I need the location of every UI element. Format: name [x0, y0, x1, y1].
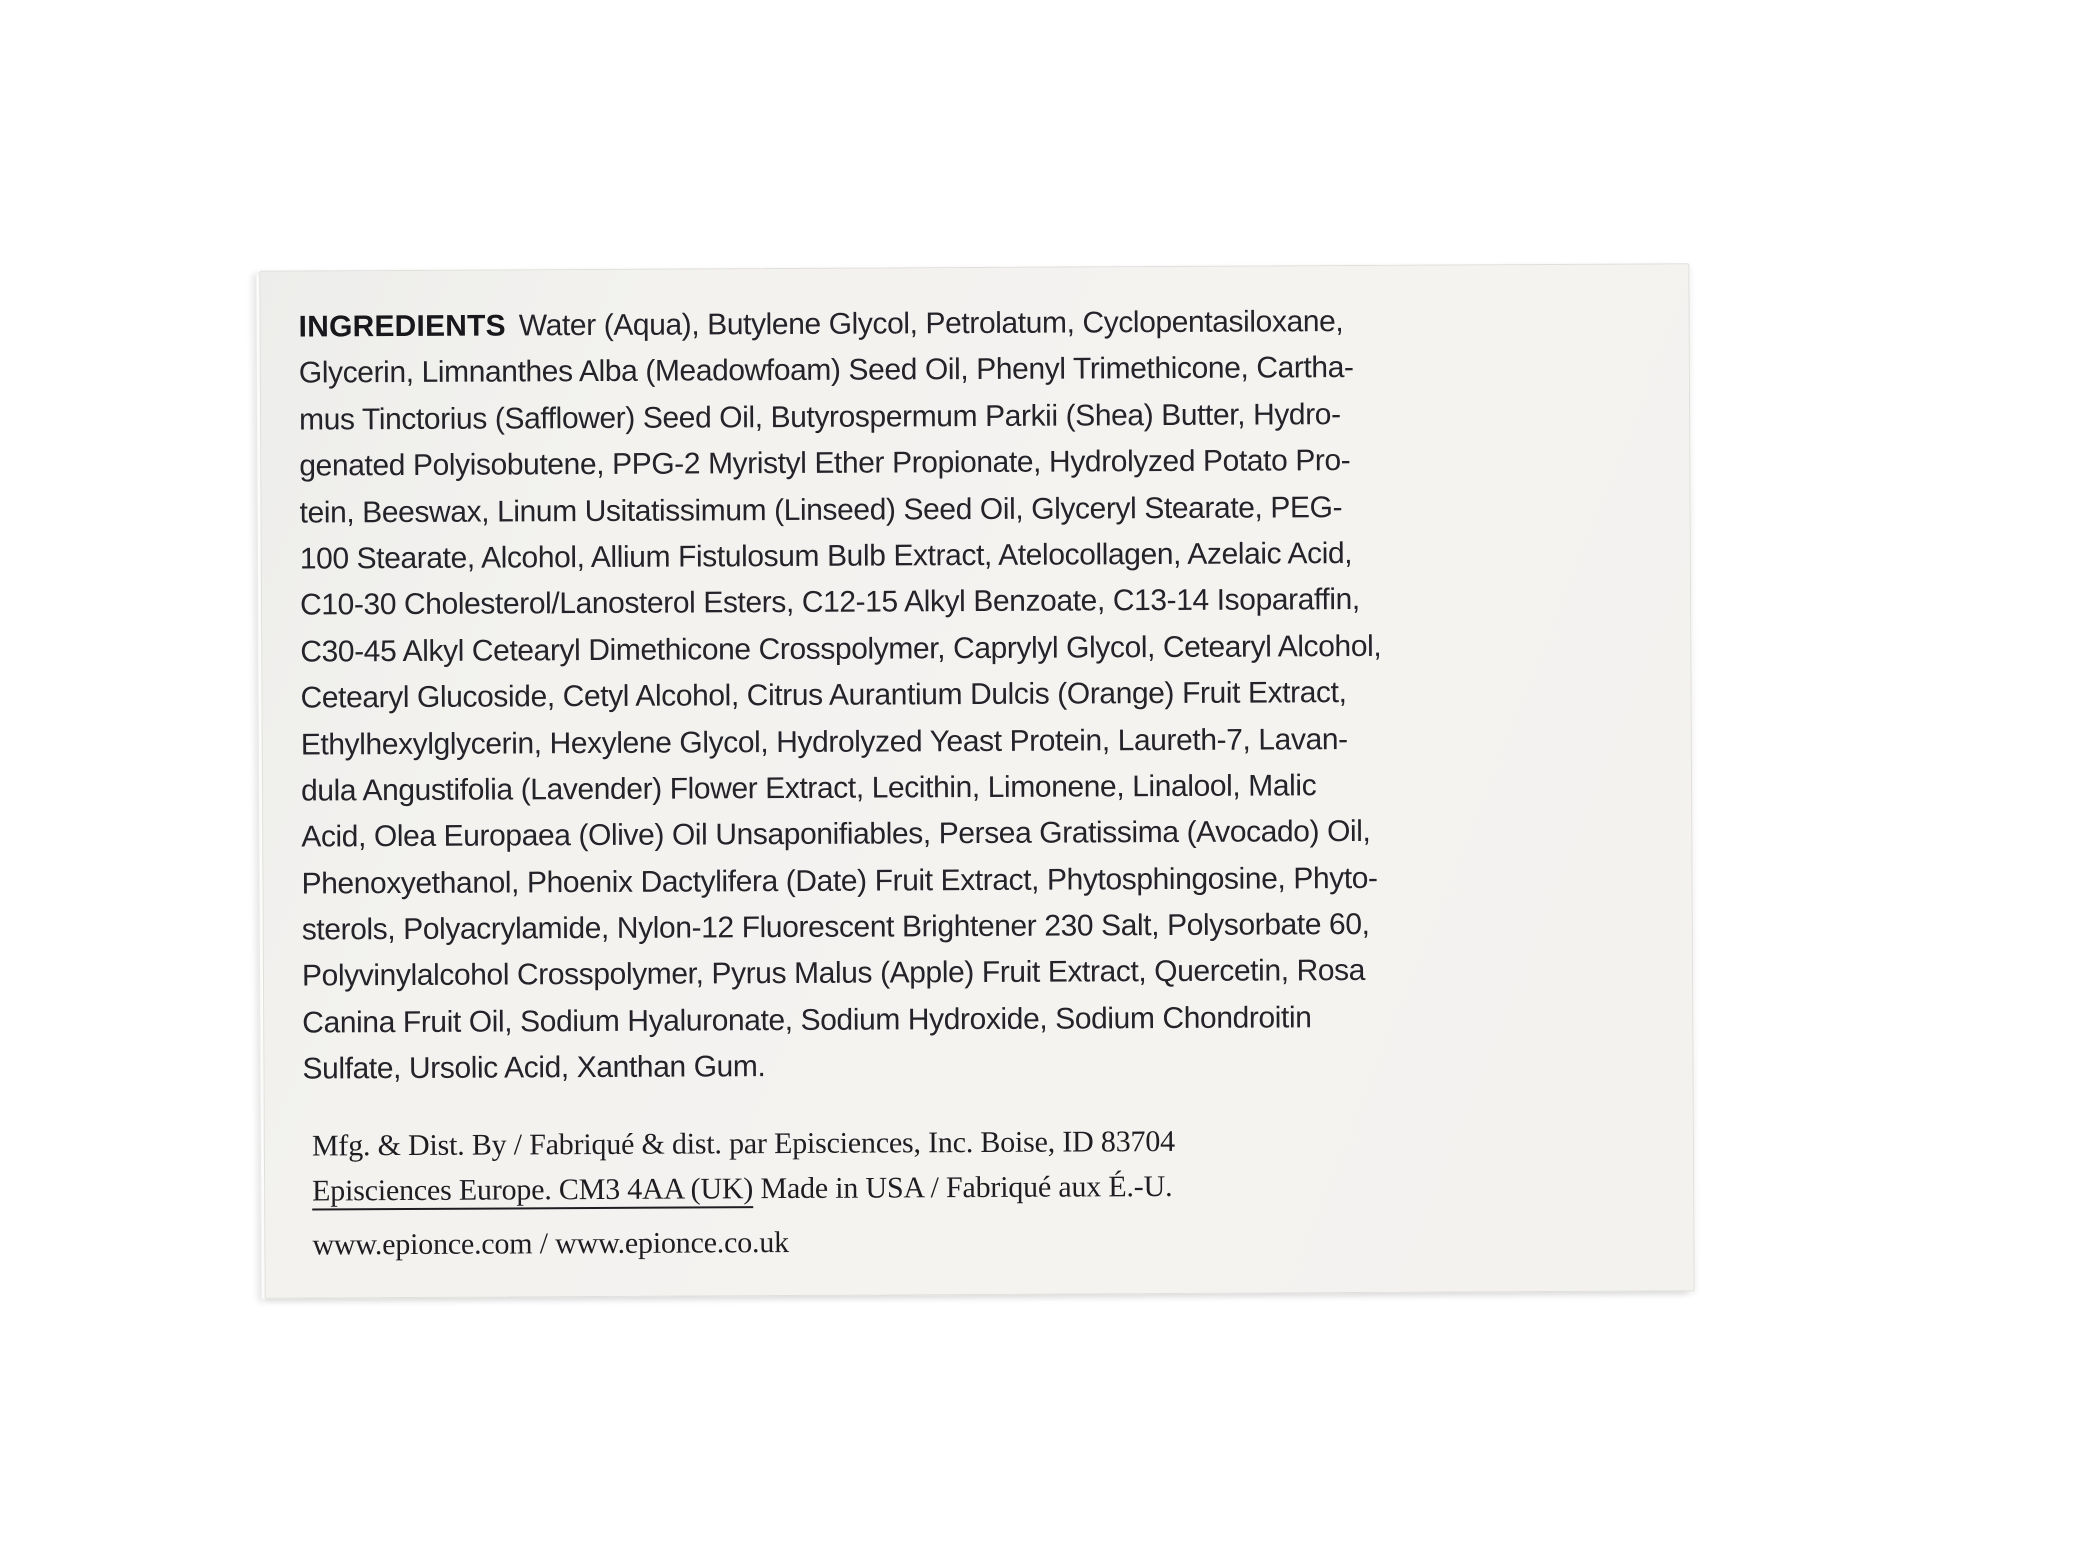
ingredients-heading: INGREDIENTS [298, 309, 506, 344]
mfg-line-2 [312, 1164, 1175, 1214]
ingredients-line-12: Acid, Olea Europaea (Olive) Oil Unsaponifiables, Persea Gratissima (Avocado) Oil, [301, 815, 1371, 854]
ingredients-line-1: INGREDIENTS Water (Aqua), Butylene Glycol, Petrolatum, Cyclopentasiloxane, [298, 305, 1344, 344]
ingredients-line-5: tein, Beeswax, Linum Usitatissimum (Linseed) Seed Oil, Glyceryl Stearate, PEG- [299, 490, 1343, 530]
ingredients-label-panel [259, 263, 1694, 1298]
ingredients-line-8: C30-45 Alkyl Cetearyl Dimethicone Crosspolymer, Caprylyl Glycol, Cetearyl Alcohol, [300, 629, 1382, 669]
ingredients-line-16: Canina Fruit Oil, Sodium Hyaluronate, Sodium Hydroxide, Sodium Chondroitin [302, 1001, 1312, 1040]
website-line: www.epionce.com / www.epionce.co.uk [312, 1225, 789, 1262]
ingredients-line-6: 100 Stearate, Alcohol, Allium Fistulosum Bulb Extract, Atelocollagen, Azelaic Acid, [299, 536, 1353, 576]
mfg-line-1: Mfg. & Dist. By / Fabriqué & dist. par Episciences, Inc. Boise, ID 83704 [311, 1124, 1175, 1163]
ingredients-line-13: Phenoxyethanol, Phoenix Dactylifera (Date) Fruit Extract, Phytosphingosine, Phyto- [301, 861, 1378, 901]
ingredients-paragraph [298, 299, 1383, 1093]
mfg-europe-address-underlined: Episciences Europe. CM3 4AA (UK) [312, 1172, 753, 1210]
ingredients-line-9: Cetearyl Glucoside, Cetyl Alcohol, Citrus Aurantium Dulcis (Orange) Fruit Extract, [300, 676, 1347, 715]
ingredients-line-10: Ethylhexylglycerin, Hexylene Glycol, Hydrolyzed Yeast Protein, Laureth-7, Lavan- [300, 722, 1348, 762]
ingredients-line-3: mus Tinctorius (Safflower) Seed Oil, Butyrospermum Parkii (Shea) Butter, Hydro- [299, 397, 1341, 437]
ingredients-line-7: C10-30 Cholesterol/Lanosterol Esters, C12-15 Alkyl Benzoate, C13-14 Isoparaffin, [299, 583, 1360, 622]
mfg-made-in-usa: Made in USA / Fabriqué aux É.-U. [753, 1169, 1173, 1206]
mfg-block [312, 1119, 1176, 1268]
ingredients-line-11: dula Angustifolia (Lavender) Flower Extract, Lecithin, Limonene, Linalool, Malic [300, 769, 1317, 808]
ingredients-line-15: Polyvinylalcohol Crosspolymer, Pyrus Malus (Apple) Fruit Extract, Quercetin, Rosa [301, 954, 1366, 994]
ingredients-line-2: Glycerin, Limnanthes Alba (Meadowfoam) Seed Oil, Phenyl Trimethicone, Cartha- [298, 351, 1354, 390]
ingredients-line-14: sterols, Polyacrylamide, Nylon-12 Fluorescent Brightener 230 Salt, Polysorbate 60, [301, 908, 1370, 947]
ingredients-line-4: genated Polyisobutene, PPG-2 Myristyl Ether Propionate, Hydrolyzed Potato Pro- [299, 444, 1351, 483]
ingredients-line-17: Sulfate, Ursolic Acid, Xanthan Gum. [302, 1050, 766, 1086]
